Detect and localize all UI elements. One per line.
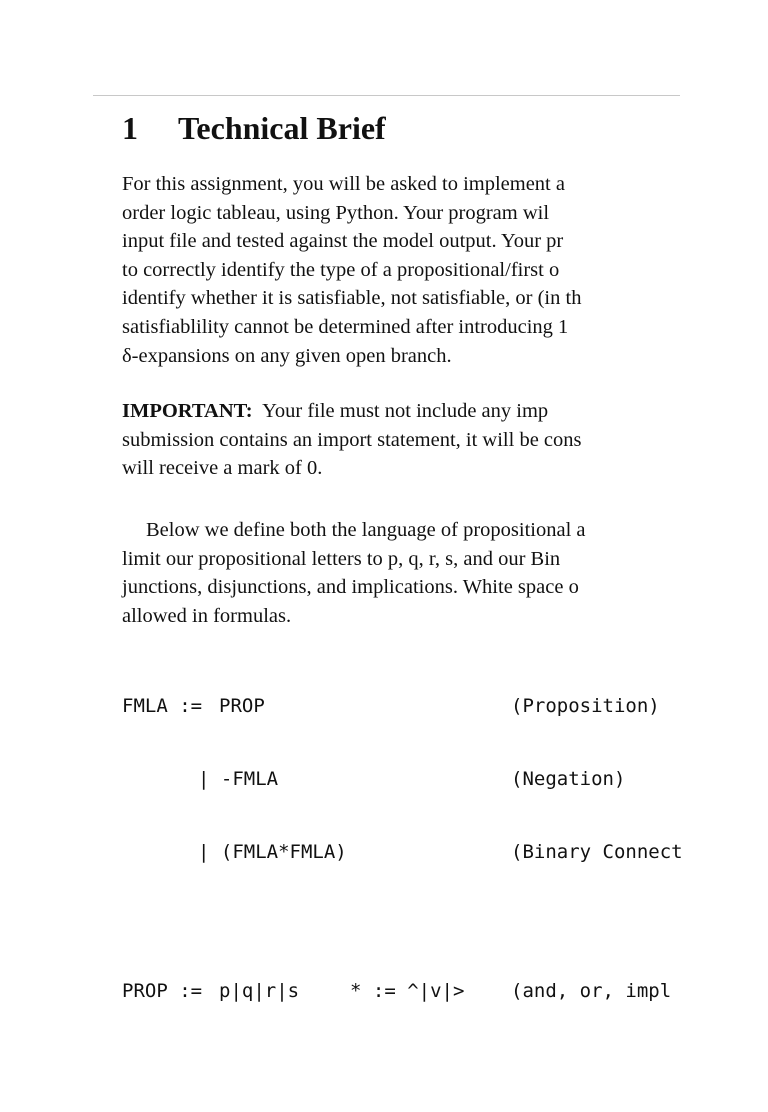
grammar-lhs: PROP :=: [122, 980, 203, 1002]
text-line: junctions, disjunctions, and implications. White space o: [122, 576, 579, 599]
grammar-row: [122, 841, 683, 870]
section-heading: [122, 110, 386, 147]
grammar-rhs: p|q|r|s: [219, 980, 300, 1002]
text-line: For this assignment, you will be asked to implement a: [122, 173, 565, 195]
section-number: 1: [122, 110, 138, 146]
grammar-comment: (Binary Connect: [511, 841, 683, 863]
page-content: [0, 100, 683, 1002]
grammar-block: [122, 651, 683, 1053]
grammar-row: [122, 768, 626, 797]
grammar-rhs: | (FMLA*FMLA): [198, 841, 347, 863]
text-line: order logic tableau, using Python. Your program wil: [122, 201, 550, 224]
important-paragraph: [122, 397, 582, 483]
text-line: limit our propositional letters to p, q, r, s, and our Bin: [122, 547, 561, 570]
text-line: Below we define both the language of propositional a: [146, 519, 586, 541]
grammar-connective-def: * := ^|v|>: [350, 980, 465, 1002]
grammar-comment: (Negation): [511, 768, 626, 790]
intro-paragraph: [122, 170, 581, 370]
text-line: to correctly identify the type of a propositional/first o: [122, 258, 560, 281]
grammar-row: [122, 980, 672, 1009]
text-line: satisfiablility cannot be determined after introducing 1: [122, 315, 569, 338]
text-line: identify whether it is satisfiable, not satisfiable, or (in th: [122, 287, 582, 310]
grammar-rhs: PROP: [219, 695, 265, 717]
text-line: δ-expansions on any given open branch.: [122, 344, 452, 367]
text-line: will receive a mark of 0.: [122, 457, 323, 480]
language-paragraph: [122, 516, 586, 630]
section-title: Technical Brief: [178, 110, 386, 146]
important-text: Your file must not include any imp: [252, 400, 549, 422]
top-rule: [93, 95, 680, 96]
grammar-comment: (Proposition): [511, 695, 660, 717]
text-line: submission contains an import statement, it will be cons: [122, 428, 582, 451]
text-line: [122, 397, 582, 426]
text-line: allowed in formulas.: [122, 604, 292, 627]
text-line: input file and tested against the model output. Your pr: [122, 230, 564, 253]
grammar-row: [122, 695, 660, 724]
grammar-lhs: FMLA :=: [122, 695, 203, 717]
important-label: IMPORTANT:: [122, 400, 253, 422]
grammar-comment: (and, or, impl: [511, 980, 672, 1002]
grammar-rhs: | -FMLA: [198, 768, 279, 790]
